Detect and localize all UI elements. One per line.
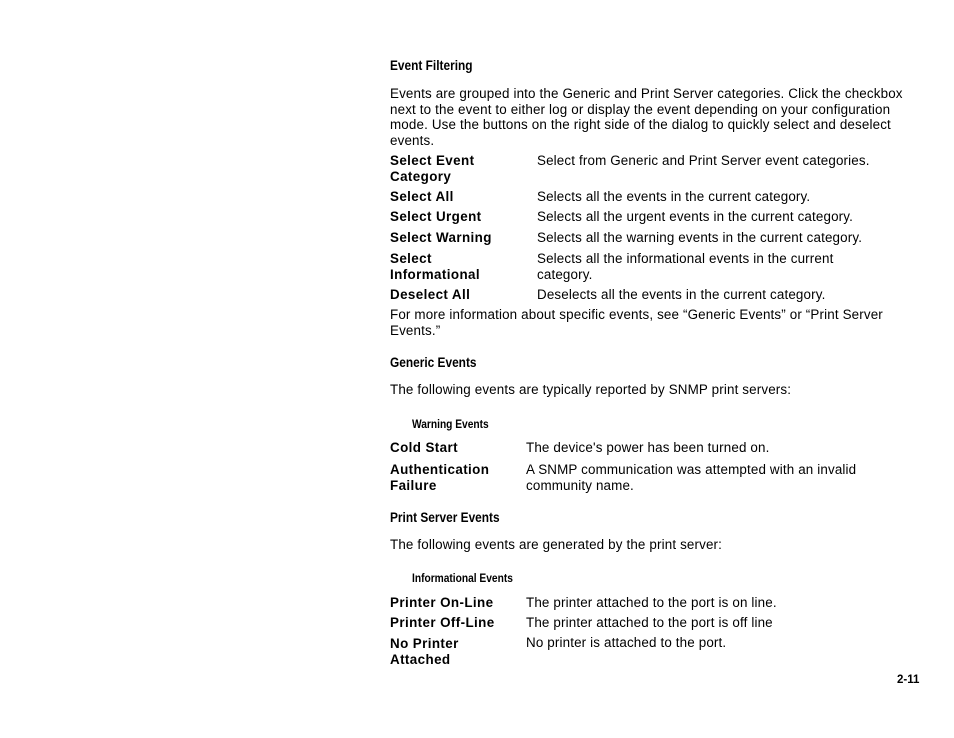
definition-desc: A SNMP communication was attempted with an invalid community name. <box>526 462 857 493</box>
definition-term: Deselect All <box>390 287 471 302</box>
definition-desc: Selects all the informational events in the current category. <box>537 251 834 282</box>
definition-desc: Deselects all the events in the current category. <box>537 287 826 302</box>
page-number: 2-11 <box>897 674 920 686</box>
definition-desc: Selects all the urgent events in the current category. <box>537 209 854 224</box>
subheading-warning-events: Warning Events <box>412 417 489 431</box>
definition-term: Select Event Category <box>390 153 475 184</box>
definition-desc: The printer attached to the port is on line. <box>526 595 777 610</box>
definition-desc: No printer is attached to the port. <box>526 635 727 650</box>
more-info-paragraph: For more information about specific events, see “Generic Events” or “Print Server Events.” <box>390 307 883 338</box>
definition-desc: Select from Generic and Print Server event categories. <box>537 153 870 168</box>
section-heading-event-filtering: Event Filtering <box>390 58 473 73</box>
section-heading-print-server-events: Print Server Events <box>390 510 500 525</box>
definition-desc: Selects all the events in the current category. <box>537 189 811 204</box>
definition-term: Select Warning <box>390 230 492 245</box>
definition-term: Select Urgent <box>390 209 482 224</box>
definition-term: Select All <box>390 189 454 204</box>
definition-desc: The printer attached to the port is off line <box>526 615 773 630</box>
subheading-informational-events: Informational Events <box>412 571 513 585</box>
generic-events-intro: The following events are typically reported by SNMP print servers: <box>390 382 792 397</box>
definition-term: Printer On-Line <box>390 595 494 610</box>
print-server-events-intro: The following events are generated by the print server: <box>390 537 723 552</box>
definition-term: Select Informational <box>390 251 481 282</box>
definition-term: Printer Off-Line <box>390 615 495 630</box>
definition-term: No Printer Attached <box>390 636 459 667</box>
definition-term: Authentication Failure <box>390 462 490 493</box>
section-heading-generic-events: Generic Events <box>390 355 477 370</box>
definition-term: Cold Start <box>390 440 458 455</box>
definition-desc: Selects all the warning events in the current category. <box>537 230 863 245</box>
definition-desc: The device's power has been turned on. <box>526 440 770 455</box>
event-filtering-intro: Events are grouped into the Generic and Print Server categories. Click the checkbox next to the event to either log or display the event depending on your configuration mode. Use the buttons on the right side of the dialog to quickly select and deselect events. <box>390 86 903 148</box>
